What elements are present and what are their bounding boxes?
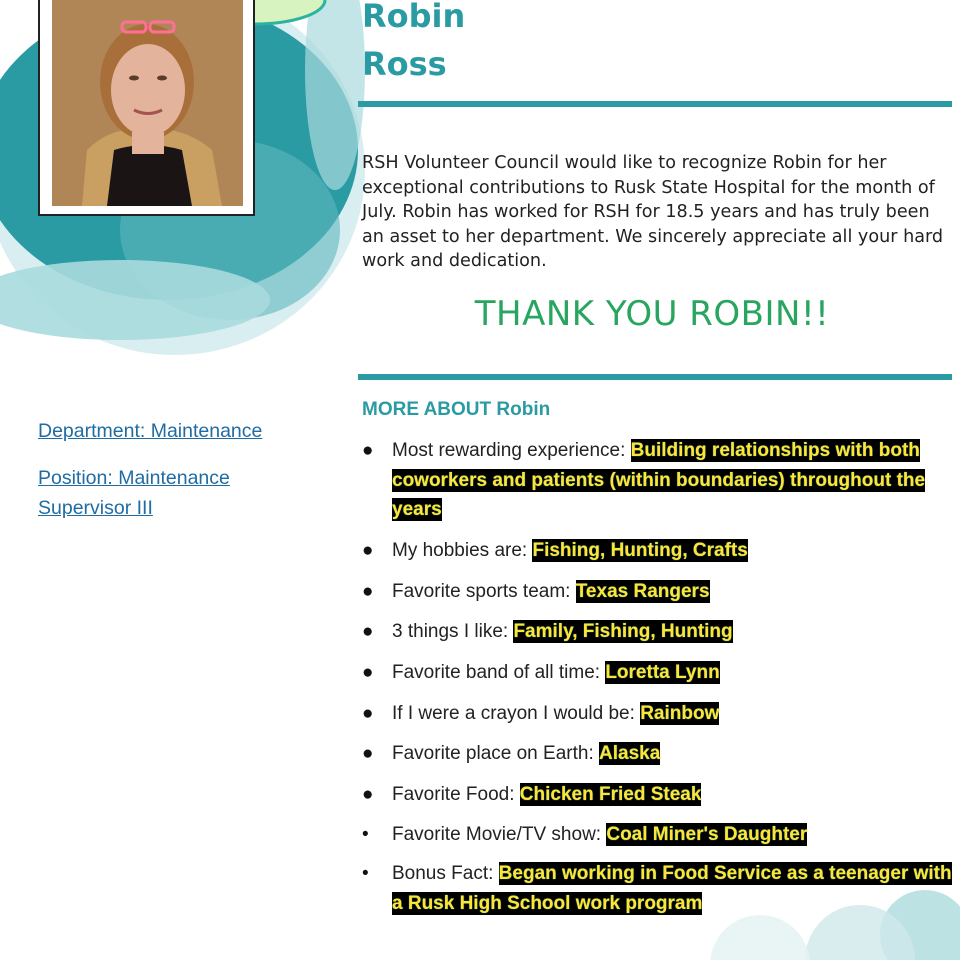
fact-answer: Building relationships with both coworkers and patients (within boundaries) throughout the years bbox=[392, 440, 926, 520]
intro-paragraph: RSH Volunteer Council would like to recognize Robin for her exceptional contributions to Rusk State Hospital for the month of July. Robin has worked for RSH for 18.5 years and has truly been an asset to her department. We sincerely appreciate all your hard work and dedication. bbox=[362, 153, 944, 271]
department-link[interactable]: Department: Maintenance bbox=[38, 420, 263, 442]
fact-label: 3 things I like: bbox=[392, 621, 514, 642]
list-item bbox=[362, 536, 952, 566]
fact-answer: Fishing, Hunting, Crafts bbox=[532, 540, 748, 561]
bullet-icon: ● bbox=[362, 621, 374, 642]
list-item bbox=[362, 617, 952, 647]
fact-label: If I were a crayon I would be: bbox=[392, 703, 641, 724]
fact-answer: Loretta Lynn bbox=[605, 662, 720, 683]
fact-answer: Texas Rangers bbox=[575, 581, 710, 602]
list-item bbox=[362, 577, 952, 607]
fact-label: Favorite Movie/TV show: bbox=[392, 824, 607, 845]
list-item bbox=[362, 859, 952, 918]
more-about-heading: MORE ABOUT Robin bbox=[362, 399, 551, 420]
fact-label: Favorite band of all time: bbox=[392, 662, 606, 683]
fact-answer: Rainbow bbox=[640, 703, 720, 724]
bullet-icon: • bbox=[362, 824, 369, 845]
thank-you-heading: THANK YOU ROBIN!! bbox=[474, 294, 830, 334]
fact-label: Favorite sports team: bbox=[392, 581, 576, 602]
bullet-icon: ● bbox=[362, 784, 374, 805]
fact-answer: Began working in Food Service as a teenager with a Rusk High School work program bbox=[392, 863, 952, 914]
fact-answer: Family, Fishing, Hunting bbox=[513, 621, 733, 642]
bullet-icon: ● bbox=[362, 540, 374, 561]
fact-answer: Alaska bbox=[599, 743, 661, 764]
fact-answer: Coal Miner's Daughter bbox=[606, 824, 808, 845]
position-link[interactable]: Position: Maintenance bbox=[38, 467, 230, 489]
bullet-icon: ● bbox=[362, 581, 374, 602]
list-item bbox=[362, 780, 952, 810]
bullet-icon: ● bbox=[362, 440, 374, 461]
fact-label: My hobbies are: bbox=[392, 540, 533, 561]
header-divider bbox=[358, 101, 952, 107]
fact-label: Most rewarding experience: bbox=[392, 440, 631, 461]
profile-photo-frame bbox=[38, 0, 255, 216]
section-divider bbox=[358, 374, 952, 380]
last-name: Ross bbox=[362, 45, 447, 83]
bullet-icon: ● bbox=[362, 662, 374, 683]
list-item bbox=[362, 820, 952, 850]
fact-answer: Chicken Fried Steak bbox=[519, 784, 702, 805]
profile-photo bbox=[52, 0, 243, 206]
list-item bbox=[362, 739, 952, 769]
list-item bbox=[362, 699, 952, 729]
bullet-icon: ● bbox=[362, 743, 374, 764]
fact-label: Favorite Food: bbox=[392, 784, 520, 805]
list-item bbox=[362, 436, 952, 525]
bullet-icon: • bbox=[362, 863, 369, 884]
list-item bbox=[362, 658, 952, 688]
fact-label: Bonus Fact: bbox=[392, 863, 499, 884]
fact-label: Favorite place on Earth: bbox=[392, 743, 599, 764]
position-link-line2[interactable]: Supervisor III bbox=[38, 497, 153, 519]
bullet-icon: ● bbox=[362, 703, 374, 724]
first-name: Robin bbox=[362, 0, 466, 35]
